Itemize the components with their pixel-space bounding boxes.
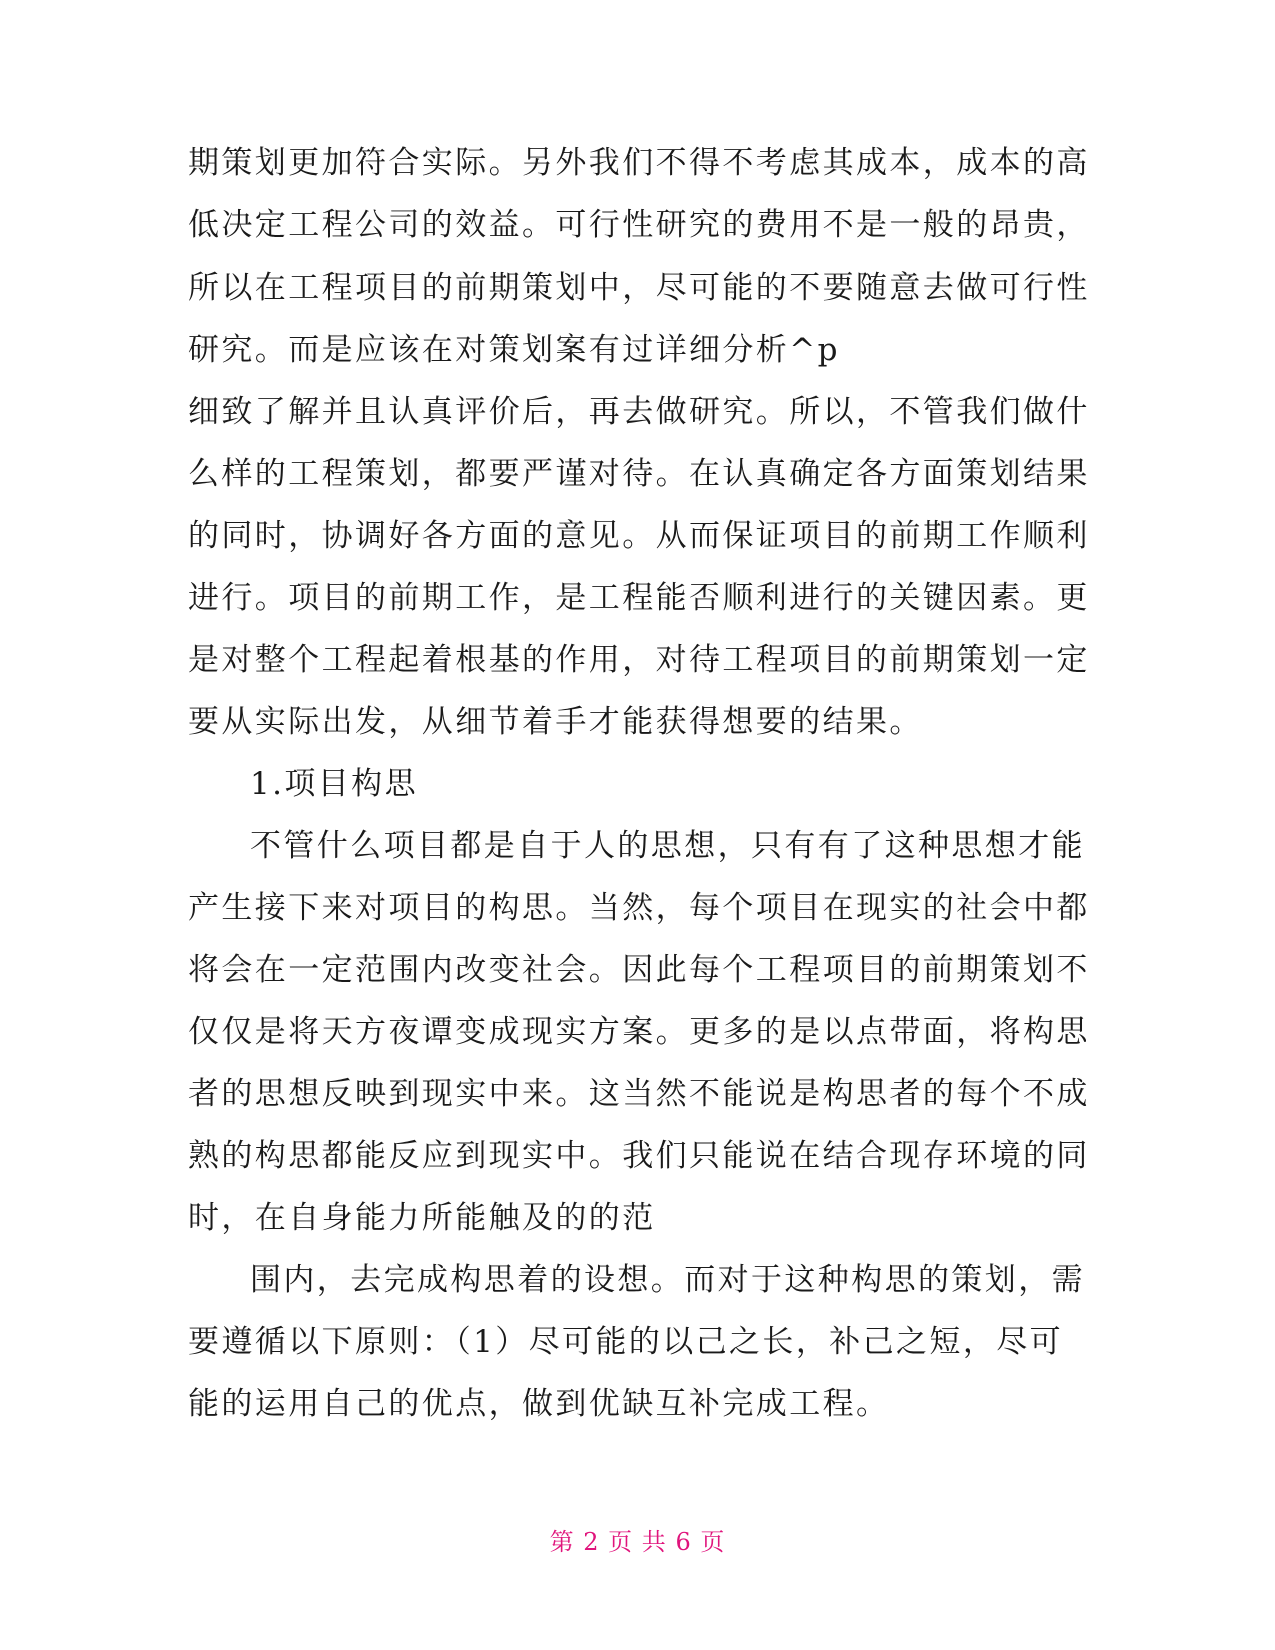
text-line: 仅仅是将天方夜谭变成现实方案。更多的是以点带面，将构思 bbox=[188, 1014, 1090, 1050]
text-line: 么样的工程策划，都要严谨对待。在认真确定各方面策划结果 bbox=[188, 456, 1090, 492]
text-line: 者的思想反映到现实中来。这当然不能说是构思者的每个不成 bbox=[188, 1076, 1090, 1112]
text-line: 熟的构思都能反应到现实中。我们只能说在结合现存环境的同 bbox=[188, 1138, 1090, 1174]
text-line: 将会在一定范围内改变社会。因此每个工程项目的前期策划不 bbox=[188, 952, 1090, 988]
text-line: 细致了解并且认真评价后，再去做研究。所以，不管我们做什 bbox=[188, 394, 1090, 430]
text-line: 时，在自身能力所能触及的的范 bbox=[188, 1200, 656, 1236]
text-line: 的同时，协调好各方面的意见。从而保证项目的前期工作顺利 bbox=[188, 518, 1090, 554]
text-line: 所以在工程项目的前期策划中，尽可能的不要随意去做可行性 bbox=[188, 270, 1090, 306]
text-line: 产生接下来对项目的构思。当然，每个项目在现实的社会中都 bbox=[188, 890, 1090, 926]
text-line: 进行。项目的前期工作，是工程能否顺利进行的关键因素。更 bbox=[188, 580, 1090, 616]
section-heading: 1.项目构思 bbox=[250, 766, 418, 802]
text-line: 是对整个工程起着根基的作用，对待工程项目的前期策划一定 bbox=[188, 642, 1090, 678]
page-indicator: 第 2 页 共 6 页 bbox=[549, 1528, 726, 1556]
text-line: 研究。而是应该在对策划案有过详细分析^p bbox=[188, 332, 840, 368]
text-line: 能的运用自己的优点，做到优缺互补完成工程。 bbox=[188, 1386, 890, 1422]
text-line: 低决定工程公司的效益。可行性研究的费用不是一般的昂贵， bbox=[188, 207, 1090, 243]
text-line: 要从实际出发，从细节着手才能获得想要的结果。 bbox=[188, 704, 923, 740]
text-line: 围内，去完成构思着的设想。而对于这种构思的策划，需 bbox=[250, 1262, 1085, 1298]
text-line: 不管什么项目都是自于人的思想，只有有了这种思想才能 bbox=[250, 828, 1085, 864]
text-line: 期策划更加符合实际。另外我们不得不考虑其成本，成本的高 bbox=[188, 145, 1090, 181]
text-line: 要遵循以下原则：（1）尽可能的以己之长，补己之短，尽可 bbox=[188, 1324, 1064, 1360]
